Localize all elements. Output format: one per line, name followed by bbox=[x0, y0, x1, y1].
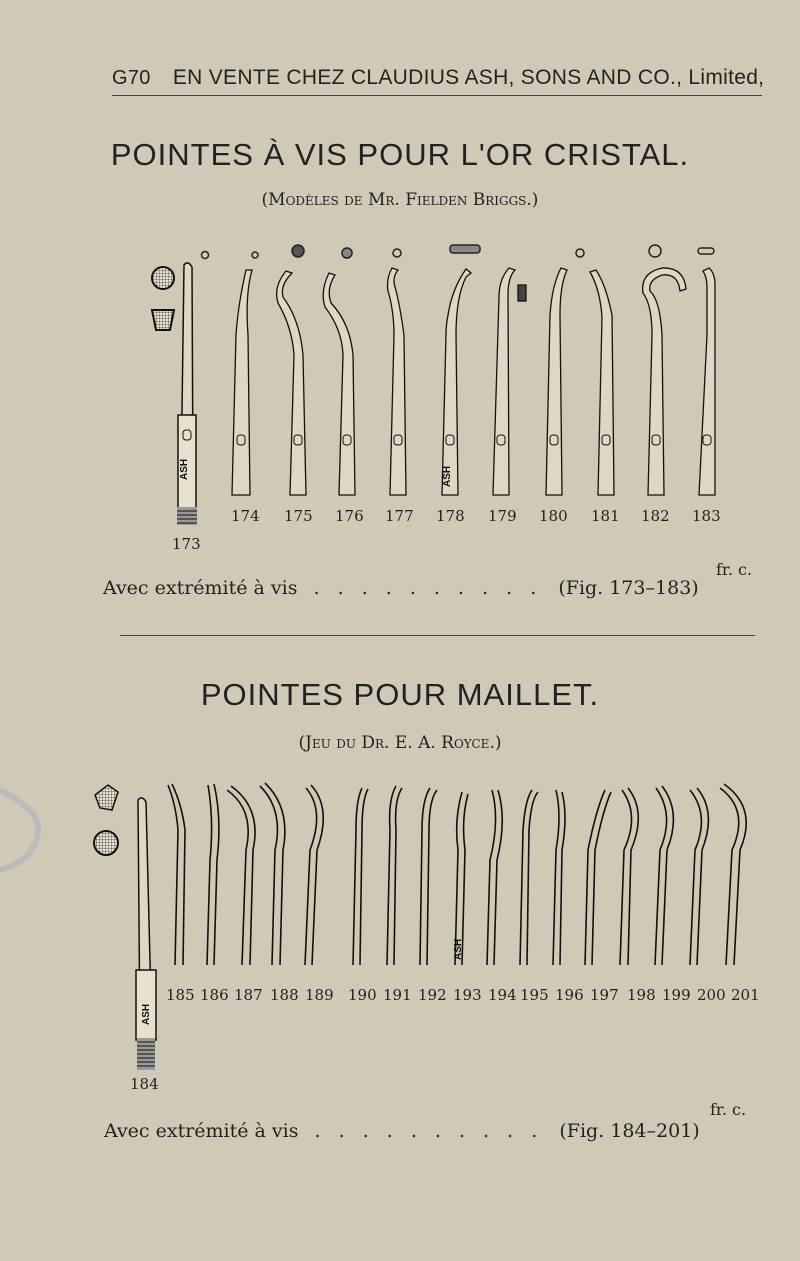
header-title: EN VENTE CHEZ CLAUDIUS ASH, SONS AND CO., Limited, bbox=[172, 66, 765, 89]
currency-header: fr. c. bbox=[710, 1100, 747, 1119]
section2-title: POINTES POUR MAILLET. bbox=[200, 677, 600, 712]
price-line-text: Avec extrémité à vis bbox=[103, 577, 298, 599]
fig-number-main: 184 bbox=[130, 1075, 159, 1093]
fig-number: 192 bbox=[418, 986, 447, 1004]
section1-title: POINTES À VIS POUR L'OR CRISTAL. bbox=[110, 137, 690, 172]
fig-number: 180 bbox=[539, 507, 568, 525]
fig-number: 194 bbox=[488, 986, 517, 1004]
fig-number: 182 bbox=[641, 507, 670, 525]
fig-number: 197 bbox=[590, 986, 619, 1004]
fig-number: 178 bbox=[436, 507, 465, 525]
fig-number: 193 bbox=[453, 986, 482, 1004]
head-profile-icon bbox=[152, 310, 174, 330]
price-line-dots: . . . . . . . . . . bbox=[313, 577, 543, 599]
fig-number: 179 bbox=[488, 507, 517, 525]
fig-number: 177 bbox=[385, 507, 414, 525]
fig-number-main: 173 bbox=[172, 535, 201, 553]
price-line-text: Avec extrémité à vis bbox=[104, 1120, 299, 1142]
running-header bbox=[112, 66, 765, 90]
section1-tip-icons bbox=[202, 245, 715, 259]
instruments-174-183 bbox=[232, 268, 715, 495]
fig-number: 175 bbox=[284, 507, 313, 525]
price-line bbox=[103, 577, 699, 599]
fig-number: 174 bbox=[231, 507, 260, 525]
instrument-label: ASH bbox=[453, 938, 464, 960]
fig-number: 201 bbox=[731, 986, 760, 1004]
instrument-184 bbox=[136, 798, 156, 1070]
section1-subtitle: (Modèles de Mr. Fielden Briggs.) bbox=[261, 190, 539, 210]
instrument-173 bbox=[177, 263, 197, 525]
section2-subtitle: (Jeu du Dr. E. A. Royce.) bbox=[298, 733, 502, 753]
section-divider bbox=[120, 635, 755, 636]
header-rule bbox=[112, 95, 762, 96]
svg-text:ASH: ASH bbox=[141, 1003, 152, 1025]
serrated-head-icon bbox=[152, 267, 174, 289]
fig-number: 191 bbox=[383, 986, 412, 1004]
fig-number: 187 bbox=[234, 986, 263, 1004]
fig-number: 183 bbox=[692, 507, 721, 525]
fig-number: 190 bbox=[348, 986, 377, 1004]
price-line bbox=[104, 1120, 700, 1142]
fig-number: 181 bbox=[591, 507, 620, 525]
instruments-185-201 bbox=[168, 783, 746, 965]
fig-number: 199 bbox=[662, 986, 691, 1004]
fig-number: 195 bbox=[520, 986, 549, 1004]
fig-number: 188 bbox=[270, 986, 299, 1004]
price-line-fig: (Fig. 184–201) bbox=[559, 1120, 700, 1142]
currency-header: fr. c. bbox=[716, 560, 753, 579]
price-line-fig: (Fig. 173–183) bbox=[558, 577, 699, 599]
fig-number: 186 bbox=[200, 986, 229, 1004]
section1-instrument-figures bbox=[0, 225, 800, 525]
price-line-dots: . . . . . . . . . . bbox=[314, 1120, 544, 1142]
fig-number: 189 bbox=[305, 986, 334, 1004]
fig-number: 185 bbox=[166, 986, 195, 1004]
fig-number: 200 bbox=[697, 986, 726, 1004]
fig-number: 176 bbox=[335, 507, 364, 525]
page-number: G70 bbox=[112, 67, 151, 89]
serrated-head-icon bbox=[95, 785, 118, 810]
serrated-round-icon bbox=[94, 831, 118, 855]
instrument-pin-marks bbox=[237, 435, 711, 445]
instrument-label: ASH bbox=[442, 465, 453, 487]
svg-text:ASH: ASH bbox=[179, 458, 190, 480]
fig-number: 196 bbox=[555, 986, 584, 1004]
section2-instrument-figures bbox=[0, 770, 800, 1080]
fig-number: 198 bbox=[627, 986, 656, 1004]
